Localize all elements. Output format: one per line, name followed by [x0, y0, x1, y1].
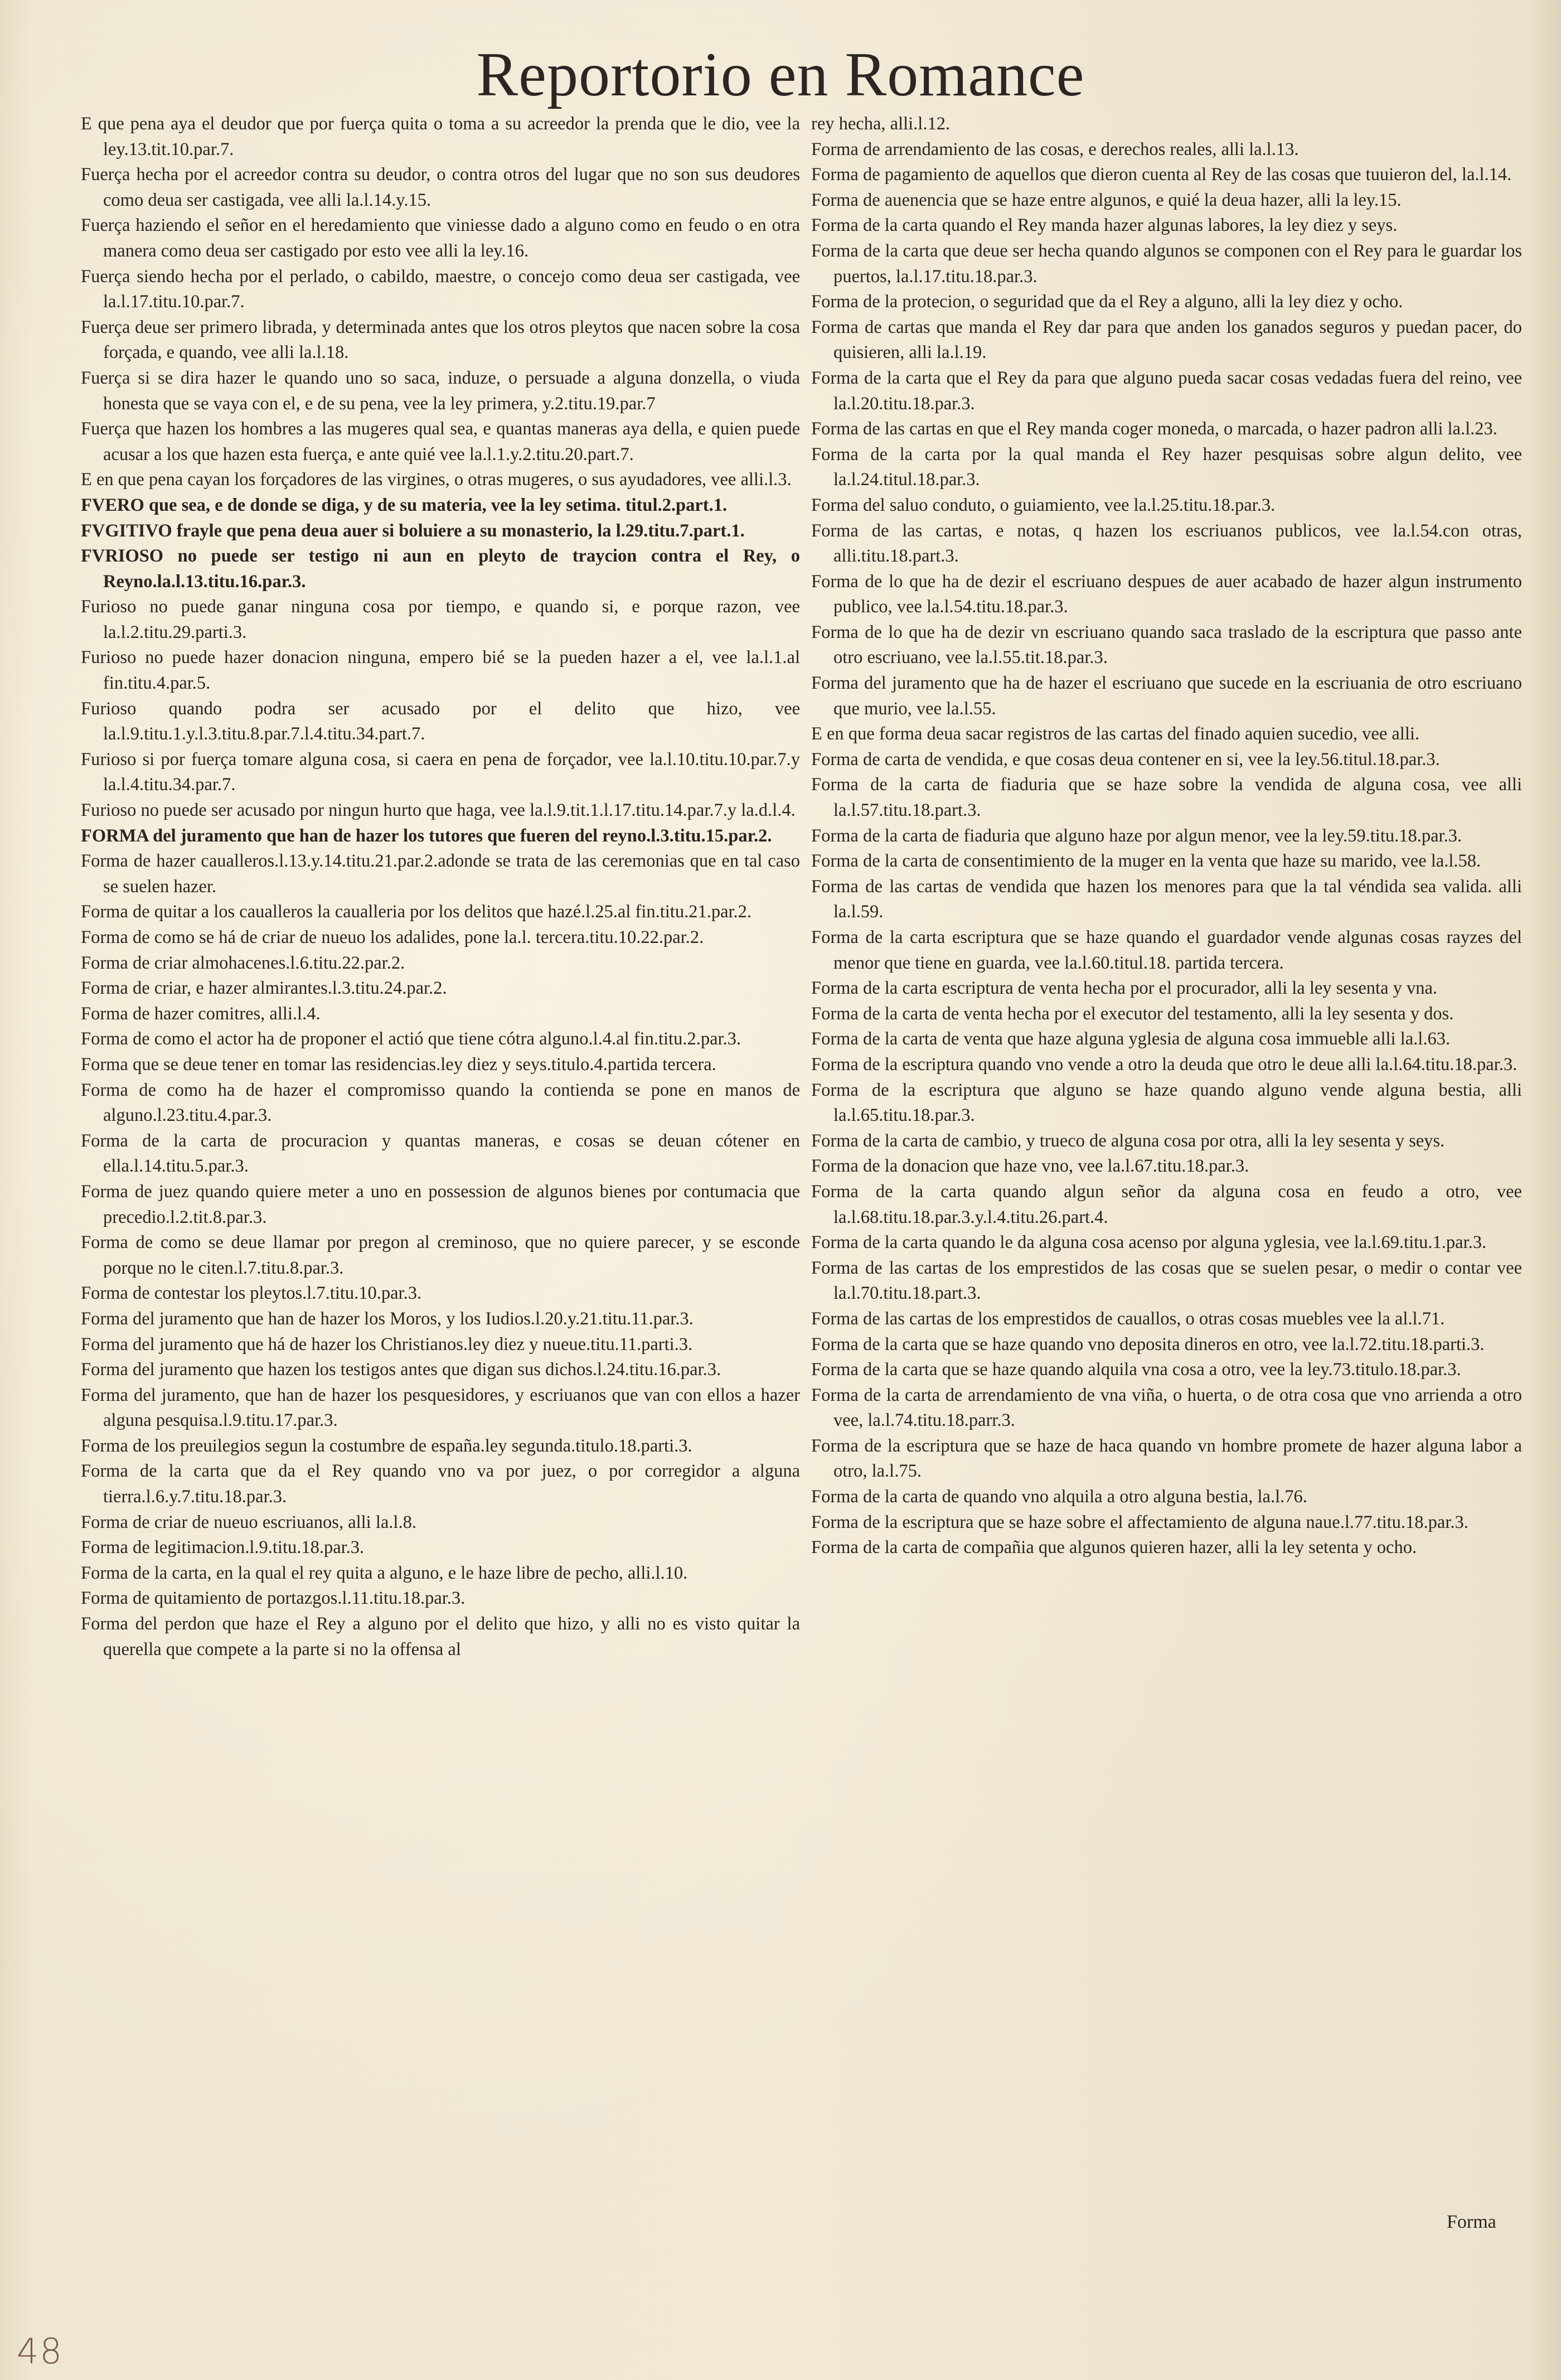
- index-entry: E en que forma deua sacar registros de las cartas del finado aquien sucedio, vee alli.: [811, 724, 1420, 744]
- index-entry: E en que pena cayan los forçadores de las virgines, o otras mugeres, o sus ayudadores, vee alli.l.3.: [81, 470, 792, 490]
- index-entry: Forma de criar almohacenes.l.6.titu.22.par.2.: [81, 952, 405, 973]
- index-entry: Forma de la protecion, o seguridad que da el Rey a alguno, alli la ley diez y ocho.: [811, 292, 1403, 312]
- index-entry: E que pena aya el deudor que por fuerça quita o toma a su acreedor la prenda que le dio, vee la ley.13.tit.10.par.7.: [81, 114, 800, 159]
- left-column: [81, 112, 800, 1662]
- index-entry: Forma de las cartas de los emprestidos de cauallos, o otras cosas muebles vee la al.l.71.: [811, 1308, 1445, 1329]
- index-entry: Forma que se deue tener en tomar las residencias.ley diez y seys.titulo.4.partida tercera.: [81, 1054, 716, 1075]
- index-entry: Forma de la carta que se haze quando alquila vna cosa a otro, vee la ley.73.titulo.18.par.3.: [811, 1360, 1461, 1380]
- index-entry: Forma de la carta de compañia que algunos quieren hazer, alli la ley setenta y ocho.: [811, 1537, 1417, 1558]
- index-entry: Fuerça hecha por el acreedor contra su deudor, o contra otros del lugar que no son sus deudores como deua ser castigada, vee alli la.l.14.y.15.: [81, 165, 800, 210]
- index-entry: Forma de la carta de quando vno alquila a otro alguna bestia, la.l.76.: [811, 1487, 1307, 1507]
- index-entry: Forma de como ha de hazer el compromisso quando la contienda se pone en manos de alguno.l.23.titu.4.par.3.: [81, 1080, 800, 1126]
- index-entry: FORMA del juramento que han de hazer los tutores que fueren del reyno.l.3.titu.15.par.2.: [81, 825, 772, 846]
- index-entry: Furioso no puede hazer donacion ninguna, empero bié se la pueden hazer a el, vee la.l.1.al fin.titu.4.par.5.: [81, 647, 800, 694]
- index-entry: Forma de cartas que manda el Rey dar para que anden los ganados seguros y puedan pacer, do quisieren, alli la.l.19.: [811, 317, 1522, 363]
- index-entry: Forma de juez quando quiere meter a uno en possession de algunos bienes por contumacia que precedio.l.2.tit.8.par.3.: [81, 1181, 800, 1227]
- index-entry: Forma de hazer caualleros.l.13.y.14.titu.21.par.2.adonde se trata de las ceremonias que en tal caso se suelen hazer.: [81, 851, 800, 897]
- index-entry: Forma del juramento que han de hazer los Moros, y los Iudios.l.20.y.21.titu.11.par.3.: [81, 1308, 694, 1329]
- index-entry: Forma de la carta de venta que haze alguna yglesia de alguna cosa immueble alli la.l.63.: [811, 1029, 1451, 1049]
- index-entry: Forma de lo que ha de dezir vn escriuano quando saca traslado de la escriptura que passo ante otro escriuano, vee la.l.55.tit.18.par.3.: [811, 622, 1522, 668]
- index-entry: Forma del juramento que hazen los testigos antes que digan sus dichos.l.24.titu.16.par.3.: [81, 1360, 721, 1380]
- index-entry: Forma de la carta quando el Rey manda hazer algunas labores, la ley diez y seys.: [811, 215, 1398, 236]
- index-entry: Forma del juramento que ha de hazer el escriuano que sucede en la escriuania de otro escriuano que murio, vee la.l.55.: [811, 673, 1522, 719]
- index-entry: Forma de pagamiento de aquellos que dieron cuenta al Rey de las cosas que tuuieron del, la.l.14.: [811, 165, 1512, 185]
- index-entry: rey hecha, alli.l.12.: [811, 114, 951, 134]
- index-entry: Forma de la carta por la qual manda el Rey hazer pesquisas sobre algun delito, vee la.l.24.titul.18.par.3.: [811, 444, 1522, 490]
- index-entry: Forma de la carta escriptura que se haze quando el guardador vende algunas cosas rayzes del menor que tiene en guarda, vee la.l.60.titul.18. partida tercera.: [811, 927, 1522, 973]
- index-entry: Forma del juramento que há de hazer los Christianos.ley diez y nueue.titu.11.parti.3.: [81, 1334, 693, 1355]
- index-entry: Forma de la carta quando le da alguna cosa acenso por alguna yglesia, vee la.l.69.titu.1.par.3.: [811, 1232, 1487, 1253]
- index-entry: Forma de la carta de cambio, y trueco de alguna cosa por otra, alli la ley sesenta y seys.: [811, 1130, 1445, 1151]
- index-entry: Forma de quitar a los caualleros la caualleria por los delitos que hazé.l.25.al fin.titu.21.par.2.: [81, 902, 752, 922]
- index-entry: Forma de legitimacion.l.9.titu.18.par.3.: [81, 1537, 365, 1558]
- index-entry: Fuerça que hazen los hombres a las mugeres qual sea, e quantas maneras aya della, e quien puede acusar a los que hazen esta fuerça, e ante quié vee la.l.1.y.2.titu.20.part.7.: [81, 419, 800, 465]
- index-entry: Forma de las cartas en que el Rey manda coger moneda, o marcada, o hazer padron alli la.l.23.: [811, 419, 1497, 439]
- index-entry: Forma de la carta que deue ser hecha quando algunos se componen con el Rey para le guardar los puertos, la.l.17.titu.18.par.3.: [811, 240, 1522, 287]
- page-title: Reportorio en Romance: [476, 40, 1085, 109]
- index-entry: FVGITIVO frayle que pena deua auer si boluiere a su monasterio, la l.29.titu.7.part.1.: [81, 520, 745, 541]
- index-entry: Forma de la escriptura que se haze de haca quando vn hombre promete de hazer alguna labor a otro, la.l.75.: [811, 1435, 1522, 1482]
- index-entry: Fuerça haziendo el señor en el heredamiento que viniesse dado a alguno como en feudo o en otra manera como deua ser castigado por esto vee alli la ley.16.: [81, 215, 800, 261]
- index-entry: Forma de carta de vendida, e que cosas deua contener en si, vee la ley.56.titul.18.par.3.: [811, 749, 1440, 770]
- right-column: [811, 112, 1522, 1561]
- index-entry: Forma de lo que ha de dezir el escriuano despues de auer acabado de hazer algun instrumento publico, vee la.l.54.titu.18.par.3.: [811, 571, 1522, 617]
- index-entry: Forma de quitamiento de portazgos.l.11.titu.18.par.3.: [81, 1588, 466, 1609]
- index-entry: Forma de la carta de procuracion y quantas maneras, e cosas se deuan cótener en ella.l.14.titu.5.par.3.: [81, 1130, 800, 1177]
- index-entry: Fuerça deue ser primero librada, y determinada antes que los otros pleytos que nacen sobre la cosa forçada, e quando, vee alli la.l.18.: [81, 317, 800, 363]
- index-entry: FVERO que sea, e de donde se diga, y de su materia, vee la ley setima. titul.2.part.1.: [81, 495, 728, 515]
- index-entry: Forma de la escriptura que alguno se haze quando alguno vende alguna bestia, alli la.l.65.titu.18.par.3.: [811, 1080, 1522, 1126]
- index-entry: Forma de la escriptura quando vno vende a otro la deuda que otro le deue alli la.l.64.titu.18.par.3.: [811, 1054, 1518, 1075]
- index-entry: Forma de como se há de criar de nueuo los adalides, pone la.l. tercera.titu.10.22.par.2.: [81, 927, 704, 947]
- index-entry: Forma del saluo conduto, o guiamiento, vee la.l.25.titu.18.par.3.: [811, 495, 1276, 515]
- index-entry: Forma de la carta, en la qual el rey quita a alguno, e le haze libre de pecho, alli.l.10.: [81, 1563, 688, 1583]
- index-entry: Forma de la carta que se haze quando vno deposita dineros en otro, vee la.l.72.titu.18.parti.3.: [811, 1334, 1485, 1355]
- index-entry: Forma de la carta que el Rey da para que alguno pueda sacar cosas vedadas fuera del reino, vee la.l.20.titu.18.par.3.: [811, 367, 1522, 414]
- index-entry: Forma de hazer comitres, alli.l.4.: [81, 1003, 321, 1024]
- index-entry: Forma de los preuilegios segun la costumbre de españa.ley segunda.titulo.18.parti.3.: [81, 1435, 692, 1456]
- index-entry: Forma de la carta de fiaduria que alguno haze por algun menor, vee la ley.59.titu.18.par.3.: [811, 825, 1462, 846]
- index-entry: Fuerça si se dira hazer le quando uno so saca, induze, o persuade a alguna donzella, o viuda honesta que se vaya con el, e de su pena, vee la ley primera, y.2.titu.19.par.7: [81, 367, 800, 414]
- index-entry: Forma de como se deue llamar por pregon al creminoso, que no quiere parecer, y se esconde porque no le citen.l.7.titu.8.par.3.: [81, 1232, 800, 1278]
- index-entry: Forma de la escriptura que se haze sobre el affectamiento de alguna naue.l.77.titu.18.par.3.: [811, 1512, 1468, 1532]
- index-entry: Forma de las cartas de vendida que hazen los menores para que la tal véndida sea valida. alli la.l.59.: [811, 876, 1522, 922]
- index-entry: FVRIOSO no puede ser testigo ni aun en pleyto de traycion contra el Rey, o Reyno.la.l.13.titu.16.par.3.: [81, 546, 800, 592]
- index-entry: Forma de la carta escriptura de venta hecha por el procurador, alli la ley sesenta y vna.: [811, 978, 1438, 999]
- index-entry: Forma de la carta quando algun señor da alguna cosa en feudo a otro, vee la.l.68.titu.18.par.3.y.l.4.titu.26.part.4.: [811, 1181, 1522, 1227]
- index-entry: Forma de la carta de fiaduria que se haze sobre la vendida de alguna cosa, vee alli la.l.57.titu.18.part.3.: [811, 775, 1522, 821]
- index-entry: Furioso no puede ser acusado por ningun hurto que haga, vee la.l.9.tit.1.l.17.titu.14.par.7.y la.d.l.4.: [81, 800, 796, 821]
- index-entry: Furioso si por fuerça tomare alguna cosa, si caera en pena de forçador, vee la.l.10.titu.10.par.7.y la.l.4.titu.34.par.7.: [81, 749, 800, 795]
- index-entry: Forma del perdon que haze el Rey a alguno por el delito que hizo, y alli no es visto quitar la querella que compete a la parte si no la offensa al: [81, 1614, 800, 1660]
- index-entry: Forma de la carta de venta hecha por el executor del testamento, alli la ley sesenta y dos.: [811, 1003, 1454, 1024]
- catchword: Forma: [1447, 2212, 1496, 2232]
- index-entry: Forma del juramento, que han de hazer los pesquesidores, y escriuanos que van con ellos a hazer alguna pesquisa.l.9.titu.17.par.3.: [81, 1385, 800, 1431]
- index-entry: Forma de como el actor ha de proponer el actió que tiene cótra alguno.l.4.al fin.titu.2.par.3.: [81, 1029, 741, 1049]
- index-entry: Forma de las cartas, e notas, q hazen los escriuanos publicos, vee la.l.54.con otras, alli.titu.18.part.3.: [811, 520, 1522, 567]
- index-entry: Furioso no puede ganar ninguna cosa por tiempo, e quando si, e porque razon, vee la.l.2.titu.29.parti.3.: [81, 597, 800, 642]
- index-entry: Forma de criar de nueuo escriuanos, alli la.l.8.: [81, 1512, 416, 1532]
- index-entry: Forma de las cartas de los emprestidos de las cosas que se suelen pesar, o medir o contar vee la.l.70.titu.18.part.3.: [811, 1257, 1522, 1304]
- handwritten-page-number: 48: [17, 2331, 63, 2372]
- index-entry: Furioso quando podra ser acusado por el delito que hizo, vee la.l.9.titu.1.y.l.3.titu.8.par.7.l.4.titu.34.part.7.: [81, 698, 800, 744]
- index-entry: Forma de arrendamiento de las cosas, e derechos reales, alli la.l.13.: [811, 139, 1299, 159]
- index-entry: Forma de la carta de arrendamiento de vna viña, o huerta, o de otra cosa que vno arrienda a otro vee, la.l.74.titu.18.parr.3.: [811, 1385, 1522, 1431]
- index-entry: Forma de criar, e hazer almirantes.l.3.titu.24.par.2.: [81, 978, 447, 999]
- index-entry: Forma de la donacion que haze vno, vee la.l.67.titu.18.par.3.: [811, 1156, 1249, 1177]
- index-entry: Fuerça siendo hecha por el perlado, o cabildo, maestre, o concejo como deua ser castigada, vee la.l.17.titu.10.par.7.: [81, 266, 800, 312]
- index-entry: Forma de auenencia que se haze entre algunos, e quié la deua hazer, alli la ley.15.: [811, 190, 1402, 210]
- index-entry: Forma de contestar los pleytos.l.7.titu.10.par.3.: [81, 1283, 422, 1304]
- index-entry: Forma de la carta que da el Rey quando vno va por juez, o por corregidor a alguna tierra.l.6.y.7.titu.18.par.3.: [81, 1461, 800, 1507]
- index-entry: Forma de la carta de consentimiento de la muger en la venta que haze su marido, vee la.l.58.: [811, 851, 1481, 872]
